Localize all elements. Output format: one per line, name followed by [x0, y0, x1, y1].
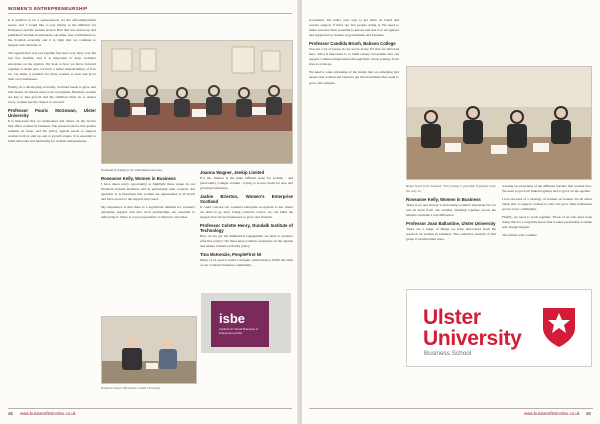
- speaker-caption: Professor Pauric McGowan, Ulster University: [101, 386, 161, 390]
- body-paragraph: Scotland is trying to do with mixed success.: [101, 168, 163, 172]
- footer-rule-right: [309, 408, 593, 409]
- body-paragraph: There is no one answer to increasing women's enterprise but we can all learn from one another. Working together across the islands can make a real difference.: [406, 202, 496, 218]
- right-footer-url: www.businessfirstonline.co.uk: [524, 411, 580, 416]
- masthead: WOMEN'S ENTREPRENEURSHIP: [8, 6, 88, 11]
- left-page: [0, 0, 298, 424]
- ulster-wordmark-line2: University: [423, 327, 522, 350]
- body-paragraph: I have taken every opportunity to highlight these issues in our Northern Ireland members and in partnership with councils and agencies. It is important that women are represented at all levels and have access to the support they need.: [101, 181, 195, 202]
- body-paragraph: creating an awareness of the different barriers that women face. We need to get it all linked together and to get it on the agenda.: [502, 184, 592, 194]
- body-paragraph: It could concern our women's enterprise ecosystem to see where we need to go next. Using women's voices, we can build the support that allows businesses to grow and flourish.: [200, 205, 293, 220]
- ulster-university-logo-card: [406, 289, 592, 367]
- masthead-rule: [8, 13, 292, 14]
- right-page-number: 49: [586, 411, 591, 416]
- contributor-heading: Tina McKenzie, PeopleFirst NI: [200, 252, 262, 258]
- body-paragraph: You see a lot of issues in our sector in the US that are mirrored here. What is important is to build strong ecosystems that can support women entrepreneurs through their whole journey, from idea to scale-up.: [309, 47, 399, 67]
- delegates-photo: [406, 66, 592, 180]
- left-page-number: 48: [8, 411, 13, 416]
- body-paragraph: The debate will continue.: [502, 233, 538, 238]
- right-column-1: [309, 18, 399, 404]
- body-paragraph: How do we get the Ministerial engagement we need to produce effective policy? We must keep women's enterprise on the agenda and ensure evidence informs policy.: [200, 234, 293, 249]
- left-footer-url: www.businessfirstonline.co.uk: [20, 411, 76, 416]
- body-paragraph: My experience is that there is a significant demand for women's enterprise support and that local partnerships are essential to delivering it. There is a real opportunity to improve outcomes.: [101, 205, 195, 220]
- contributor-heading: Roseanne Kelly, Women in Business: [406, 196, 481, 202]
- isbe-tagline: Institute for Small Business & Entrepreneurship: [219, 327, 259, 335]
- speaker-photo: [101, 316, 197, 384]
- ulster-business-school: Business School: [424, 350, 472, 357]
- body-paragraph: I love the idea of a 'strategy' of women on women. It's all about being able to support women to start and grow their businesses across every community.: [502, 196, 592, 212]
- ulster-wordmark-line1: Ulster: [423, 306, 481, 329]
- body-paragraph: Finally, in a developing economy, Scotland needs to grow and that means all talents need to be recognised. Business women are key to that growth and the ambition must be to ensure every woman has the chance to succeed.: [8, 84, 96, 104]
- body-paragraph: For me, finance is the main difficult issue for women - and particularly younger women - trying to access credit for new and growing businesses.: [200, 176, 293, 191]
- isbe-board: [211, 301, 269, 347]
- footer-rule-left: [8, 408, 292, 409]
- isbe-logo: isbe: [219, 311, 246, 326]
- contributor-heading: Professor Joan Ballantine, Ulster University: [406, 221, 496, 227]
- contributor-heading: Joanna Wagner, Jenkip Limited: [200, 170, 265, 175]
- body-paragraph: The agenda that was put together has been very busy over the last few months, and it is important to keep women's enterprise on the agenda. We look at how we move forward together to make sure we have a better understanding of how we can make it possible for more women to start and grow their own businesses.: [8, 51, 96, 81]
- right-column-3: [502, 184, 592, 286]
- contributor-heading: Jackie Brierton, Women's Enterprise Scotland: [200, 194, 293, 205]
- contributor-heading: Professor Colette Henry, Dundalk Institute of Technology: [200, 223, 293, 234]
- contributor-heading: Professor Pauric McGowan, Ulster University: [8, 107, 96, 118]
- left-column-1: [8, 18, 96, 404]
- body-paragraph: There are a range of things we have discovered from the research on women in business. The collective wisdom of this group is an important asset.: [406, 227, 496, 242]
- body-paragraph: We need to take advantage of the trends that are emerging and ensure that women-led ventures get the investment they need to grow and compete.: [309, 70, 399, 85]
- isbe-banner-photo: [201, 293, 291, 353]
- contributor-heading: Roseanne Kelly, Women in Business: [101, 175, 176, 181]
- conference-photo: [101, 40, 293, 164]
- photo-caption: Brian Scott from Ireland: 'Everything is possible if people have the way to.': [406, 184, 496, 194]
- left-column-3: [200, 168, 293, 290]
- body-paragraph: It is positive to be a spokesperson for the self-employment sector, and I would like to pay tribute to the Minister for Enterprise and the Gender Action Plan that was drawn up and published. Women in enterprise can make real contributions to the Scottish economy and it is right that we continue to support and celebrate it.: [8, 18, 96, 48]
- body-paragraph: economies. We really can't stop to get them on board and receive support if there are few people doing it. We need to make sure that their potential is known and that it is recognised and supported by leaders in government and business.: [309, 18, 399, 38]
- body-paragraph: Finally, we need to work together. Those of us who have been doing this for a long time know that it takes partnership to make real change happen.: [502, 215, 592, 230]
- contributor-heading: Professor Candida Brush, Babson College: [309, 41, 396, 47]
- crest-icon: [539, 304, 579, 350]
- body-paragraph: It is important that we understand and reflect on the factors that affect women in business. The research shows that gender remains an issue, and the policy agenda needs to support women both at start up and at growth stages. It is essential to build networks and mentoring for women entrepreneurs.: [8, 118, 96, 144]
- body-paragraph: Many of us need to build a strategic partnership to fulfill the aims of our women's business community.: [200, 258, 293, 268]
